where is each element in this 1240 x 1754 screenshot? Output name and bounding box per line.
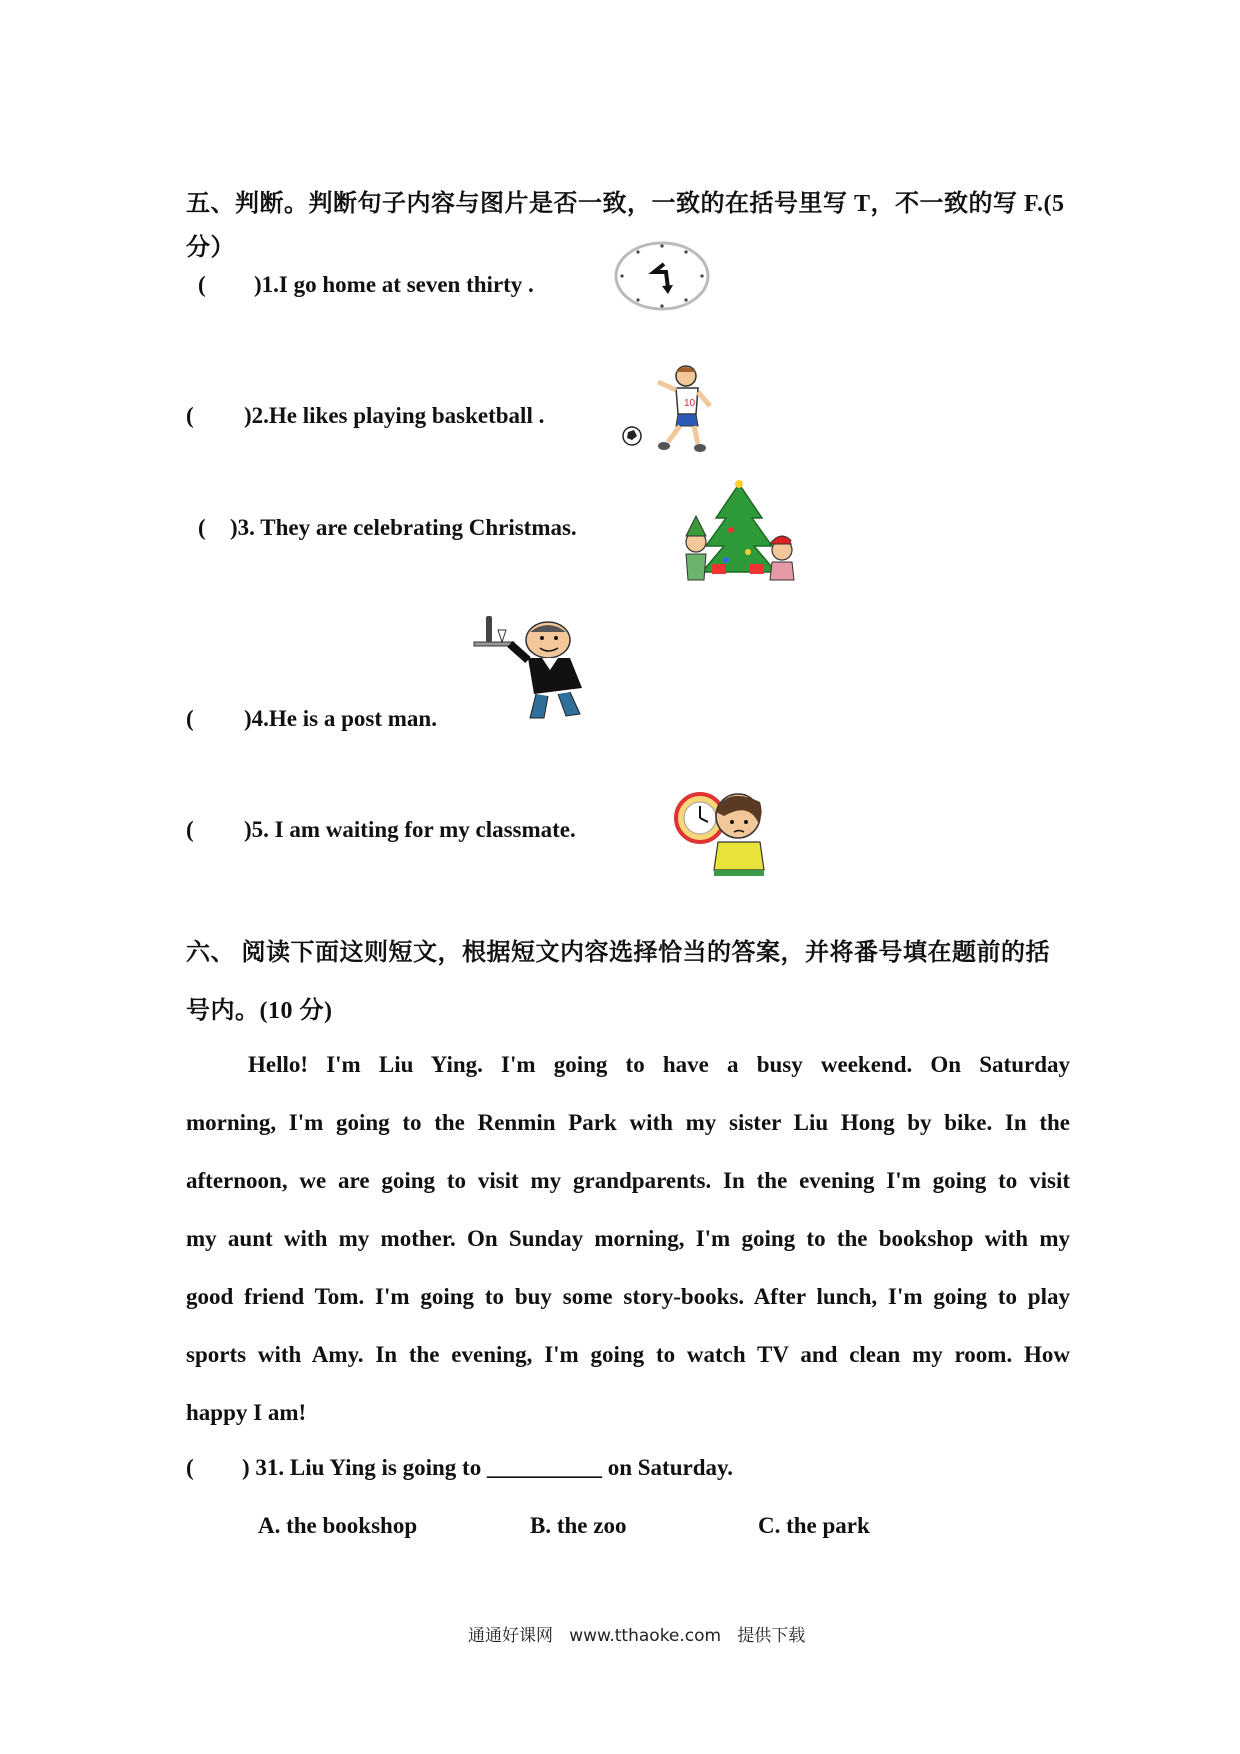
question-text-1: )1.I go home at seven thirty .: [254, 272, 534, 297]
section5-heading-line1: 五、判断。判断句子内容与图片是否一致，一致的在括号里写 T，不一致的写 F.(5: [186, 191, 1065, 217]
passage-line: morning, I'm going to the Renmin Park with my sister Liu Hong by bike. In the: [186, 1110, 1070, 1135]
waiter-icon: [470, 610, 590, 722]
soccer-boy-icon: [618, 360, 728, 460]
option-b[interactable]: B. the zoo: [530, 1513, 627, 1538]
svg-text:10: 10: [684, 398, 696, 409]
option-a[interactable]: A. the bookshop: [258, 1513, 418, 1538]
section6-heading-line2: 号内。(10 分): [186, 998, 333, 1024]
answer-bracket-4[interactable]: (: [186, 706, 194, 731]
clock-icon: [612, 240, 712, 312]
question-text-5: )5. I am waiting for my classmate.: [244, 817, 576, 842]
christmas-tree-icon: [676, 480, 802, 584]
passage-line: Hello! I'm Liu Ying. I'm going to have a busy weekend. On Saturday: [248, 1052, 1070, 1077]
answer-bracket-3[interactable]: (: [198, 515, 206, 540]
question-text-2: )2.He likes playing basketball .: [244, 403, 545, 428]
page-footer: 通通好课网 www.tthaoke.com 提供下载: [468, 1626, 806, 1646]
question-text-3: )3. They are celebrating Christmas.: [230, 515, 577, 540]
section6-heading-line1: 六、 阅读下面这则短文，根据短文内容选择恰当的答案，并将番号填在题前的括: [186, 940, 1050, 966]
reading-passage: [186, 1036, 1070, 1442]
question-text-31: ) 31. Liu Ying is going to __________ on Saturday.: [242, 1455, 733, 1480]
passage-line: sports with Amy. In the evening, I'm going to watch TV and clean my room. How: [186, 1342, 1070, 1367]
passage-line: afternoon, we are going to visit my grandparents. In the evening I'm going to visit: [186, 1168, 1070, 1193]
waiting-girl-icon: [672, 782, 776, 876]
passage-line: my aunt with my mother. On Sunday morning, I'm going to the bookshop with my: [186, 1226, 1070, 1251]
answer-bracket-31[interactable]: (: [186, 1455, 194, 1480]
passage-line: good friend Tom. I'm going to buy some story-books. After lunch, I'm going to play: [186, 1284, 1070, 1309]
section5-heading-line2: 分）: [186, 235, 235, 261]
question-text-4: )4.He is a post man.: [244, 706, 437, 731]
answer-bracket-1[interactable]: (: [198, 272, 206, 297]
option-c[interactable]: C. the park: [758, 1513, 870, 1538]
passage-line: happy I am!: [186, 1400, 307, 1425]
answer-bracket-2[interactable]: (: [186, 403, 194, 428]
answer-bracket-5[interactable]: (: [186, 817, 194, 842]
